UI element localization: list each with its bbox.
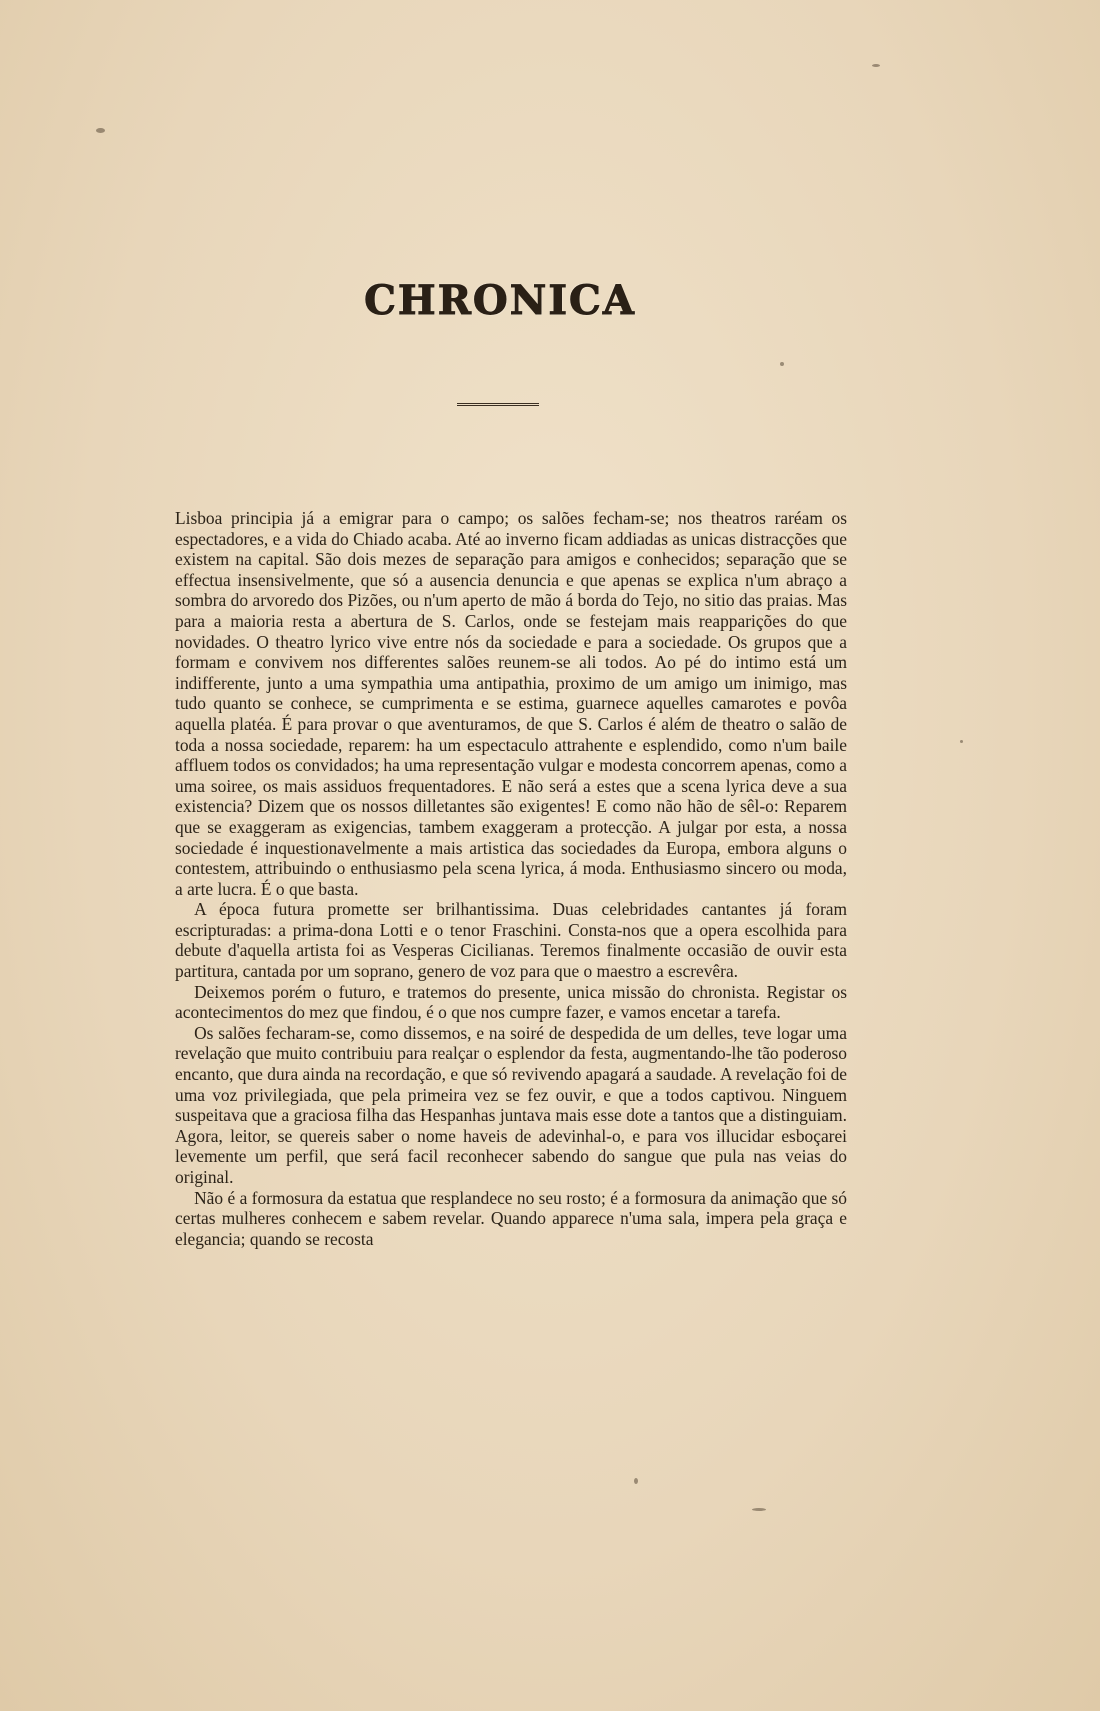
paper-speck xyxy=(96,128,105,133)
paragraph-3: Deixemos porém o futuro, e tratemos do presente, unica missão do chronista. Registar os acontecimentos do mez que findou, é o que nos cumpre fazer, e vamos encetar a tarefa. xyxy=(175,981,847,1023)
paper-speck xyxy=(634,1478,638,1484)
title-rule xyxy=(457,403,539,406)
paper-speck xyxy=(780,362,784,366)
paper-speck xyxy=(872,64,880,67)
paragraph-4: Os salões fecharam-se, como dissemos, e na soiré de despedida de um delles, teve logar uma revelação que muito contribuiu para realçar o esplendor da festa, augmentando-lhe tão poderoso encanto, que dura ainda na recordação, e que só revivendo apagará a saudade. A revelação foi de uma voz privilegiada, que pela primeira vez se fez ouvir, e que a todos captivou. Ninguem suspeitava que a graciosa filha das Hespanhas juntava mais esse dote a tantos que a distinguiam. Agora, leitor, se quereis saber o nome haveis de adevinhal-o, e para vos illucidar esboçarei levemente um perfil, que será facil reconhecer sabendo do sangue que pula nas veias do original. xyxy=(175,1022,847,1187)
paragraph-2: A época futura promette ser brilhantissima. Duas celebridades cantantes já foram escripturadas: a prima-dona Lotti e o tenor Fraschini. Consta-nos que a opera escolhida para debute d'aquella artista foi as Vesperas Cicilianas. Teremos finalmente occasião de ouvir esta partitura, cantada por um soprano, genero de voz para que o maestro a escrevêra. xyxy=(175,899,847,982)
paper-speck xyxy=(752,1508,766,1511)
article-body xyxy=(175,508,847,1249)
paragraph-1: Lisboa principia já a emigrar para o campo; os salões fecham-se; nos theatros raréam os espectadores, e a vida do Chiado acaba. Até ao inverno ficam addiadas as unicas distracções que existem na capital. São dois mezes de separação para amigos e conhecidos; separação que se effectua insensivelmente, que só a ausencia denuncia e que apenas se explica n'um abraço a sombra do arvoredo dos Pizões, ou n'um aperto de mão á borda do Tejo, no sitio das praias. Mas para a maioria resta a abertura de S. Carlos, onde se festejam mais reapparições do que novidades. O theatro lyrico vive entre nós da sociedade e para a sociedade. Os grupos que a formam e convivem nos differentes salões reunem-se ali todos. Ao pé do intimo está um indifferente, junto a uma sympathia uma antipathia, proximo de um amigo um inimigo, mas tudo quanto se conhece, se cumprimenta e se estima, guarnece aquelles camarotes e povôa aquella platéa. É para provar o que aventuramos, de que S. Carlos é além de theatro o salão de toda a nossa sociedade, reparem: ha um espectaculo attrahente e esplendido, como n'um baile affluem todos os convidados; ha uma representação vulgar e modesta concorrem apenas, como a uma soiree, os mais assiduos frequentadores. E não será a estes que a scena lyrica deve a sua existencia? Dizem que os nossos dilletantes são exigentes! E como não hão de sêl-o: Reparem que se exaggeram as exigencias, tambem exaggeram a protecção. A julgar por esta, a nossa sociedade é inquestionavelmente a mais artistica das sociedades da Europa, embora alguns o contestem, attribuindo o enthusiasmo pela scena lyrica, á moda. Enthusiasmo sincero ou moda, a arte lucra. É o que basta. xyxy=(175,508,847,899)
bleed-through-header xyxy=(370,138,376,154)
paragraph-5: Não é a formosura da estatua que resplandece no seu rosto; é a formosura da animação que só certas mulheres conhecem e sabem revelar. Quando apparece n'uma sala, impera pela graça e elegancia; quando se recosta xyxy=(175,1187,847,1249)
paper-speck xyxy=(960,740,963,743)
page-title: CHRONICA xyxy=(364,276,636,324)
